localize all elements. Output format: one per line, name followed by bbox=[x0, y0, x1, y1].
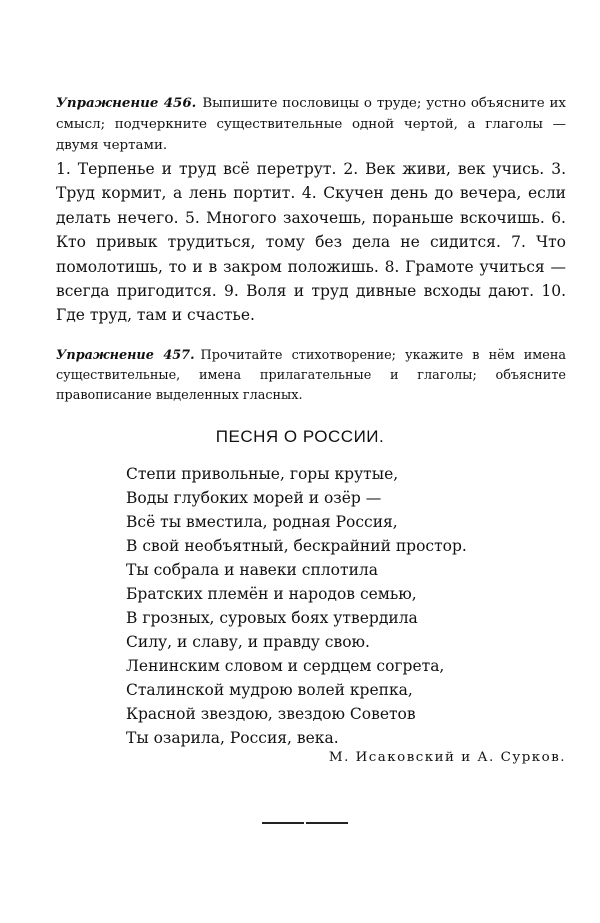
proverbs-text: 1. Терпенье и труд всё перетрут. 2. Век живи, век учись. 3. Труд кормит, а лень портит. 4. Скучен день до вечера, если делать нечего. 5. Многого захочешь, пораньше вскочишь. 6. Кто привык трудиться, тому без дела не сидится. 7. Что помолотишь, то и в закром положишь. 8. Грамоте учиться — всегда пригодится. 9. Воля и труд дивные всходы дают. 10. Где труд, там и счастье. bbox=[56, 160, 566, 325]
exercise-456-label: Упражнение 456. bbox=[56, 95, 197, 111]
poem-line: Всё ты вместила, родная Россия, bbox=[126, 513, 398, 531]
poem-line: Степи привольные, горы крутые, bbox=[126, 465, 399, 483]
poem-line: Силу, и славу, и правду свою. bbox=[126, 633, 370, 651]
poem-line: Ты озарила, Россия, века. bbox=[126, 729, 339, 747]
poem-line: В грозных, суровых боях утвердила bbox=[126, 609, 418, 627]
exercise-456-instruction: Выпишите пословицы о труде; устно объясните их смысл; подчеркните существительные одной чертой, а глаголы — двумя чертами. bbox=[56, 96, 566, 153]
divider bbox=[262, 822, 304, 824]
poem-author: М. Исаковский и А. Сурков. bbox=[328, 750, 566, 765]
exercise-457 bbox=[56, 346, 566, 406]
poem-line: В свой необъятный, бескрайний простор. bbox=[126, 537, 467, 555]
divider bbox=[306, 822, 348, 824]
exercise-456-heading bbox=[56, 93, 566, 156]
exercise-456 bbox=[56, 93, 566, 156]
poem-line: Братских племён и народов семью, bbox=[126, 585, 417, 603]
poem-line: Ты собрала и навеки сплотила bbox=[126, 561, 378, 579]
poem bbox=[126, 462, 566, 750]
poem-title: ПЕСНЯ О РОССИИ. bbox=[215, 427, 385, 446]
poem-line: Красной звездою, звездою Советов bbox=[126, 705, 416, 723]
poem-line: Воды глубоких морей и озёр — bbox=[126, 489, 382, 507]
poem-line: Ленинским словом и сердцем согрета, bbox=[126, 657, 445, 675]
exercise-457-instruction: Прочитайте стихотворение; укажите в нём имена существительные, имена прилагательные и глаголы; объясните правописание выделенных гласных. bbox=[56, 348, 566, 403]
exercise-457-label: Упражнение 457. bbox=[56, 348, 195, 363]
exercise-457-heading bbox=[56, 346, 566, 406]
poem-line: Сталинской мудрою волей крепка, bbox=[126, 681, 413, 699]
